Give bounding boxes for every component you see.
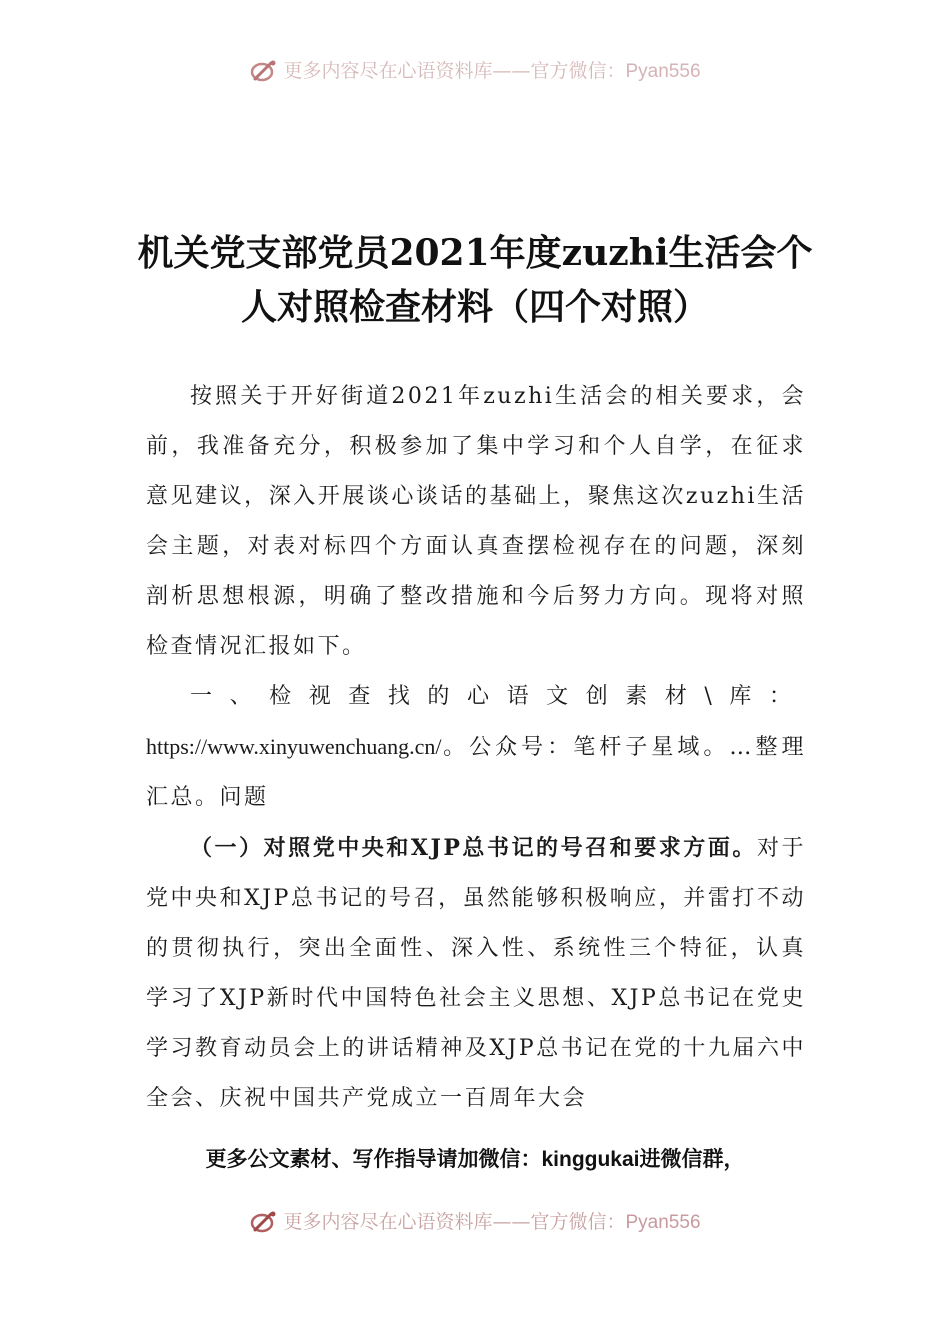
item-one-paragraph	[146, 823, 806, 1124]
document-title: 机关党支部党员2021年度zuzhi生活会个人对照检查材料（四个对照）	[137, 232, 813, 328]
intro-paragraph: 按照关于开好街道2021年zuzhi生活会的相关要求，会前，我准备充分，积极参加了集中学习和个人自学，在征求意见建议，深入开展谈心谈话的基础上，聚焦这次zuzhi生活会主题，对表对标四个方面认真查摆检视存在的问题，深刻剖析思想根源，明确了整改措施和今后努力方向。现将对照检查情况汇报如下。	[146, 384, 806, 659]
header-watermark	[0, 56, 950, 83]
brush-logo-icon	[249, 1210, 279, 1234]
watermark-text: 更多内容尽在心语资料库——官方微信：	[283, 1211, 626, 1233]
watermark-wechat-id: Pyan556	[625, 61, 701, 82]
section-one-tail: 。公众号：笔杆子星域。…整理汇总。问题	[146, 735, 806, 810]
watermark-wechat-id: Pyan556	[625, 1212, 701, 1233]
section-one-paragraph	[146, 672, 806, 823]
brush-logo-icon	[249, 59, 279, 83]
document-body	[146, 372, 806, 1124]
item-one-heading: （一）对照党中央和XJP总书记的号召和要求方面。	[190, 835, 757, 861]
section-one-url[interactable]: https://www.xinyuwenchuang.cn/	[146, 734, 442, 759]
section-one-lead: 一、检视查找的心语文创素材\库：	[190, 684, 806, 709]
item-one-body: 对于党中央和XJP总书记的号召，虽然能够积极响应，并雷打不动的贯彻执行，突出全面性、深入性、系统性三个特征，认真学习了XJP新时代中国特色社会主义思想、XJP总书记在党史学习教育动员会上的讲话精神及XJP总书记在党的十九届六中全会、庆祝中国共产党成立一百周年大会	[146, 836, 806, 1111]
footer-ad-text: 更多公文素材、写作指导请加微信：kinggukai进微信群，	[205, 1148, 745, 1171]
watermark-text: 更多内容尽在心语资料库——官方微信：	[283, 60, 626, 82]
footer-watermark	[0, 1207, 950, 1234]
